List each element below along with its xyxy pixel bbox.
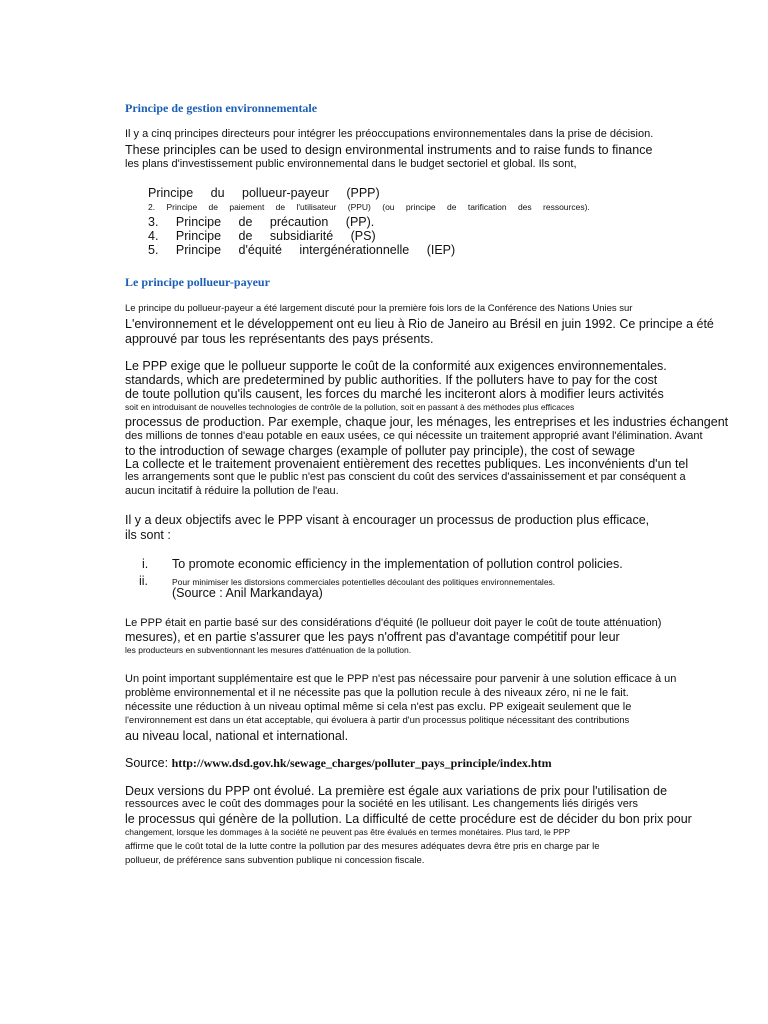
- para3-line-1: Il y a deux objectifs avec le PPP visant à encourager un processus de production plus efficace,: [125, 513, 650, 527]
- para1-line-2: L'environnement et le développement ont eu lieu à Rio de Janeiro au Brésil en juin 1992. Ce principe a été: [125, 317, 714, 331]
- para5-line-5: au niveau local, national et international.: [125, 729, 349, 743]
- principle-item-1: [148, 187, 380, 200]
- principle-number: 2.: [148, 202, 156, 212]
- para6-line-3: le processus qui génère de la pollution. La difficulté de cette procédure est de décider du bon prix pour: [125, 812, 692, 826]
- para4-line-2: mesures), et en partie s'assurer que les pays n'offrent pas d'avantage compétitif pour leur: [125, 630, 620, 644]
- heading-environmental-management: Principe de gestion environnementale: [125, 101, 318, 115]
- principle-item-2: [148, 203, 590, 212]
- para2-line-6: des millions de tonnes d'eau potable en eaux usées, ce qui nécessite un traitement approprié avant l'élimination. Avant: [125, 430, 703, 442]
- principle-text: Principe de subsidiarité (PS): [175, 229, 376, 243]
- objective-number: i.: [142, 557, 149, 571]
- intro-line-2: These principles can be used to design environmental instruments and to raise funds to finance: [125, 143, 653, 157]
- source-label: Source:: [125, 756, 172, 770]
- objective-item-1: [142, 558, 623, 571]
- principle-item-5: [148, 244, 455, 257]
- para5-line-1: Un point important supplémentaire est que le PPP n'est pas nécessaire pour parvenir à une solution efficace à un: [125, 673, 677, 685]
- para2-line-10: aucun incitatif à réduire la pollution de l'eau.: [125, 485, 339, 497]
- para2-line-2: standards, which are predetermined by public authorities. If the polluters have to pay for the cost: [125, 373, 658, 387]
- para6-line-2: ressources avec le coût des dommages pour la société en les utilisant. Les changements liés dirigés vers: [125, 798, 638, 810]
- source-url-link[interactable]: http://www.dsd.gov.hk/sewage_charges/polluter_pays_principle/index.htm: [171, 756, 552, 770]
- objective-number: ii.: [139, 574, 149, 588]
- para2-line-7: to the introduction of sewage charges (example of polluter pay principle), the cost of sewage: [125, 444, 636, 458]
- para6-line-1: Deux versions du PPP ont évolué. La première est égale aux variations de prix pour l'utilisation de: [125, 784, 668, 798]
- para6-line-4: changement, lorsque les dommages à la société ne peuvent pas être évalués en termes monétaires. Plus tard, le PPP: [125, 827, 571, 837]
- para2-line-9: les arrangements sont que le public n'est pas conscient du coût des services d'assainissement et par conséquent a: [125, 471, 686, 483]
- para2-line-4: soit en introduisant de nouvelles technologies de contrôle de la pollution, soit en passant à des méthodes plus efficaces: [125, 402, 575, 412]
- objectives-source: (Source : Anil Markandaya): [172, 586, 323, 600]
- para4-line-1: Le PPP était en partie basé sur des considérations d'équité (le pollueur doit payer le coût de toute atténuation): [125, 617, 662, 629]
- para1-line-1: Le principe du pollueur-payeur a été largement discuté pour la première fois lors de la Conférence des Nations Unies sur: [125, 303, 633, 314]
- para5-line-4: l'environnement est dans un état acceptable, qui évoluera à partir d'un processus politique nécessitant des contributions: [125, 715, 630, 726]
- para2-line-1: Le PPP exige que le pollueur supporte le coût de la conformité aux exigences environnementales.: [125, 359, 667, 373]
- principle-number: 3.: [148, 215, 159, 229]
- para6-line-6: pollueur, de préférence sans subvention publique ni concession fiscale.: [125, 855, 425, 866]
- para5-line-2: problème environnemental et il ne nécessite pas que la pollution recule à des niveaux zéro, ni ne le fait.: [125, 687, 629, 699]
- source-line: [125, 757, 552, 770]
- intro-line-3: les plans d'investissement public environnemental dans le budget sectoriel et global. Ils sont,: [125, 158, 577, 170]
- para6-line-5: affirme que le coût total de la lutte contre la pollution par des mesures adéquates devra être pris en charge par le: [125, 841, 600, 852]
- para2-line-5: processus de production. Par exemple, chaque jour, les ménages, les entreprises et les industries échangent: [125, 415, 729, 429]
- principle-number: 4.: [148, 229, 159, 243]
- objective-text: Pour minimiser les distorsions commerciales potentielles découlant des politiques environnementales.: [172, 577, 556, 587]
- principle-number: 5.: [148, 243, 159, 257]
- para4-line-3: les producteurs en subventionnant les mesures d'atténuation de la pollution.: [125, 645, 412, 655]
- principle-text: Principe d'équité intergénérationnelle (IEP): [175, 243, 456, 257]
- principle-text: Principe de précaution (PP).: [175, 215, 375, 229]
- para2-line-3: de toute pollution qu'ils causent, les forces du marché les inciteront alors à modifier leurs activités: [125, 387, 664, 401]
- principle-item-4: [148, 230, 376, 243]
- principle-item-3: [148, 216, 374, 229]
- para5-line-3: nécessite une réduction à un niveau optimal même si cela n'est pas exclu. PP exigeait seulement que le: [125, 701, 632, 713]
- principle-text: Principe de paiement de l'utilisateur (PPU) (ou principe de tarification des ressources).: [166, 202, 590, 212]
- objective-text: To promote economic efficiency in the implementation of pollution control policies.: [172, 557, 623, 571]
- para1-line-3: approuvé par tous les représentants des pays présents.: [125, 332, 434, 346]
- heading-polluter-pays: Le principe pollueur-payeur: [125, 275, 270, 289]
- intro-line-1: Il y a cinq principes directeurs pour intégrer les préoccupations environnementales dans la prise de décision.: [125, 128, 654, 140]
- para3-line-2: ils sont :: [125, 528, 171, 542]
- principle-text: Principe du pollueur-payeur (PPP): [148, 186, 380, 200]
- para2-line-8: La collecte et le traitement provenaient entièrement des recettes publiques. Les inconvénients d'un tel: [125, 457, 689, 471]
